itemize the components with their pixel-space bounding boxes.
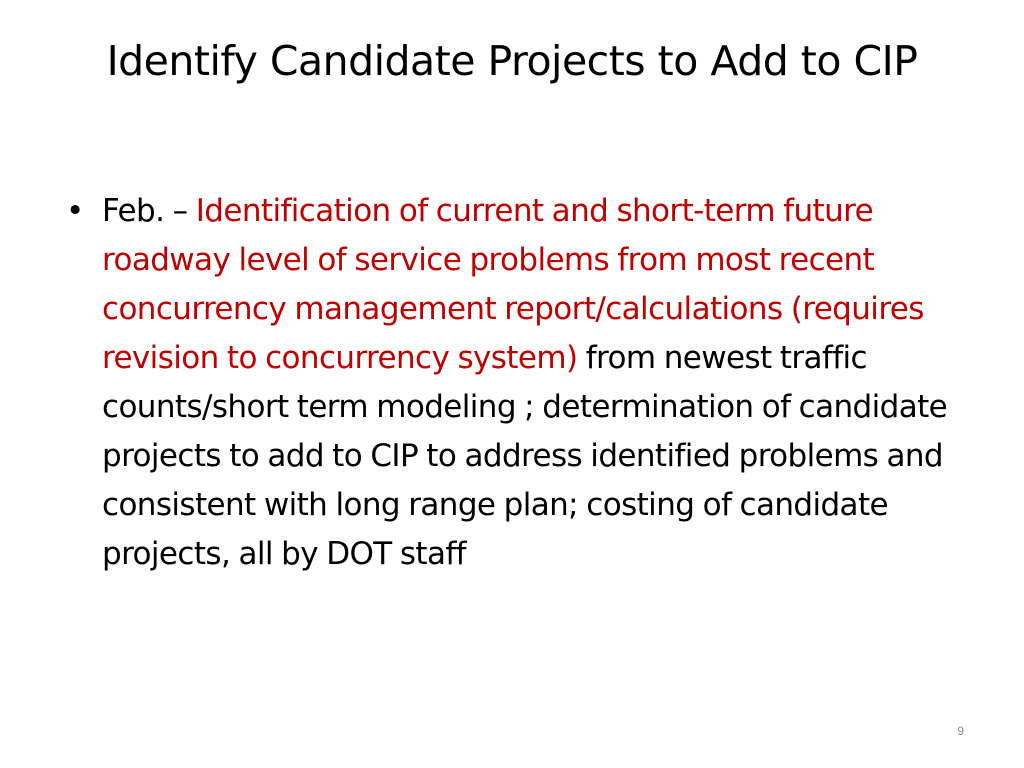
bullet-highlight-text: Identification of current and short-term future roadway level of service problems from most recent concurrency management report/calculations (requires revision to concurrency system) (102, 193, 924, 376)
page-number: 9 (957, 724, 964, 738)
slide-title: Identify Candidate Projects to Add to CIP (106, 37, 918, 85)
bullet-rest-text: from newest traffic counts/short term modeling ; determination of candidate projects to add to CIP to address identified problems and consistent with long range plan; costing of candidate projects, all by DOT staff (102, 340, 948, 572)
bullet-lead-text: Feb. – (102, 193, 196, 229)
bullet-list (66, 187, 966, 579)
bullet-item (66, 187, 966, 579)
bullet-dot-icon: • (66, 193, 84, 229)
